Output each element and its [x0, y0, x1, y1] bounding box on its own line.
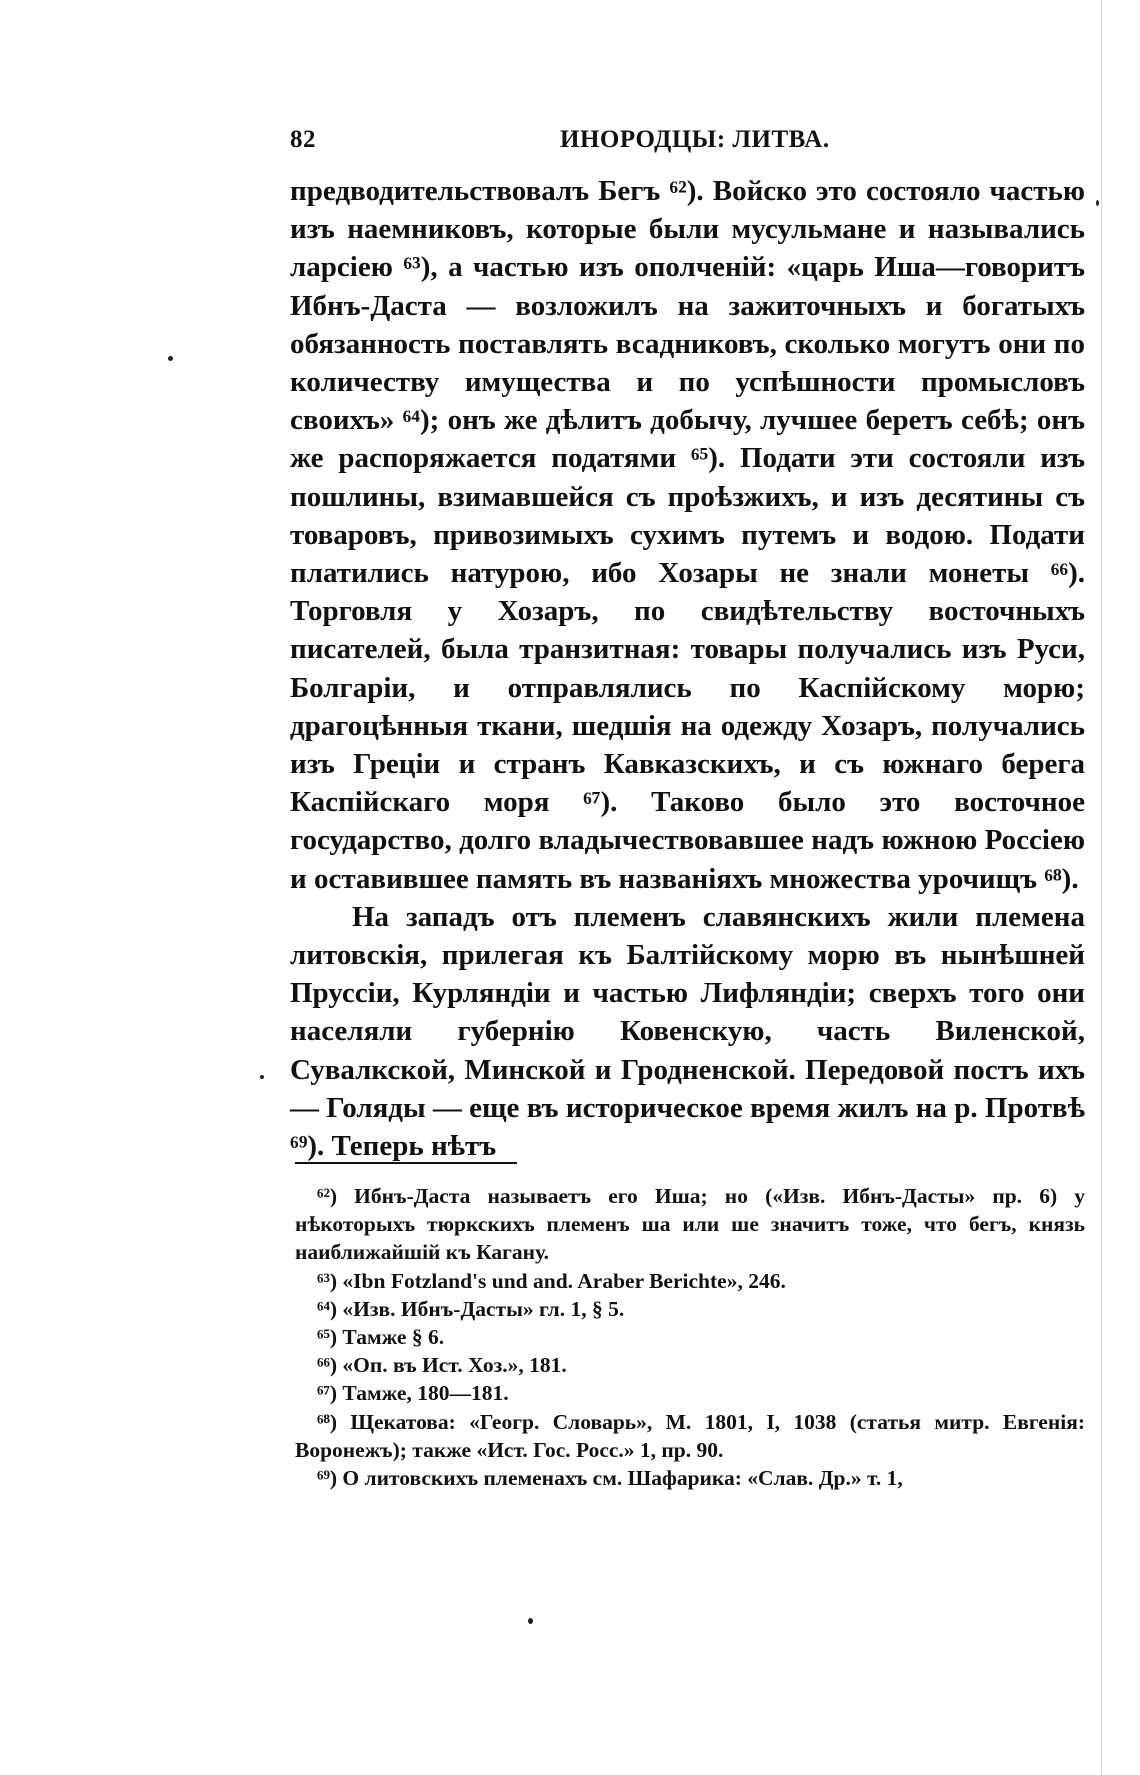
footnote-69: ⁶⁹) О литовскихъ племенахъ см. Шафарика: «Слав. Др.» т. 1, [317, 1466, 903, 1491]
scan-speck [168, 356, 173, 361]
main-text [290, 172, 1085, 1165]
scan-speck [260, 1075, 264, 1079]
footnote-62: ⁶²) Ибнъ-Даста называетъ его Иша; но («Изв. Ибнъ-Дасты» пр. 6) у нѣкоторыхъ тюркскихъ племенъ ша или ше значитъ тоже, что бегъ, князь наиближайшiй къ Кагану. [295, 1184, 1085, 1265]
paragraph: предводительствовалъ Бегъ ⁶²). Войско это состояло частью изъ наемниковъ, которые были мусульмане и назывались ларсiею ⁶³), а частью изъ ополченiй: «царь Иша—говоритъ Ибнъ-Даста — возложилъ на зажиточныхъ и богатыхъ обязанность поставлять всадниковъ, сколько могутъ они по количеству имущества и по успѣшности промысловъ своихъ» ⁶⁴); онъ же дѣлитъ добычу, лучшее беретъ себѣ; онъ же распоряжается податями ⁶⁵). Подати эти состояли изъ пошлины, взимавшейся съ проѣзжихъ, и изъ десятины съ товаровъ, привозимыхъ сухимъ путемъ и водою. Подати платились натурою, ибо Хозары не знали монеты ⁶⁶). Торговля у Хозаръ, по свидѣтельству восточныхъ писателей, была транзитная: товары получались изъ Руси, Болгарiи, и отправлялись по Каспiйскому морю; драгоцѣнныя ткани, шедшiя на одежду Хозаръ, получались изъ Грецiи и странъ Кавказскихъ, и съ южнаго берега Каспiйскаго моря ⁶⁷). Таково было это восточное государство, долго владычествовавшее надъ южною Россiею и оставившее память въ названiяхъ множества урочищъ ⁶⁸). [290, 175, 1085, 895]
scan-edge-line [1101, 0, 1102, 1775]
scan-speck [528, 1618, 533, 1624]
paragraph: На западъ отъ племенъ славянскихъ жили племена литовскiя, прилегая къ Балтiйскому морю въ нынѣшней Пруссiи, Курляндiи и частью Лифляндiи; сверхъ того они населяли губернiю Ковенскую, часть Виленской, Сувалкской, Минской и Гродненской. Передовой постъ ихъ — Голяды — еще въ историческое время жилъ на р. Протвѣ ⁶⁹). Теперь нѣтъ [290, 900, 1085, 1163]
footnotes [295, 1182, 1085, 1492]
footnote-63: ⁶³) «Ibn Fotzland's und and. Araber Berichte», 246. [317, 1268, 786, 1293]
footnote-66: ⁶⁶) «Оп. въ Ист. Хоз.», 181. [317, 1353, 567, 1378]
footnote-separator [295, 1162, 517, 1164]
scan-speck [1096, 200, 1099, 206]
footnote-68: ⁶⁸) Щекатова: «Геогр. Словарь», М. 1801, I, 1038 (статья митр. Евгенiя: Воронежъ); также «Ист. Гос. Росс.» 1, пр. 90. [295, 1409, 1085, 1462]
page-number: 82 [290, 126, 316, 153]
page-header [290, 126, 830, 166]
footnote-65: ⁶⁵) Тамже § 6. [317, 1325, 445, 1350]
footnote-64: ⁶⁴) «Изв. Ибнъ-Дасты» гл. 1, § 5. [317, 1296, 625, 1321]
footnote-67: ⁶⁷) Тамже, 180—181. [317, 1381, 509, 1406]
running-title: ИНОРОДЦЫ: ЛИТВА. [560, 126, 830, 153]
